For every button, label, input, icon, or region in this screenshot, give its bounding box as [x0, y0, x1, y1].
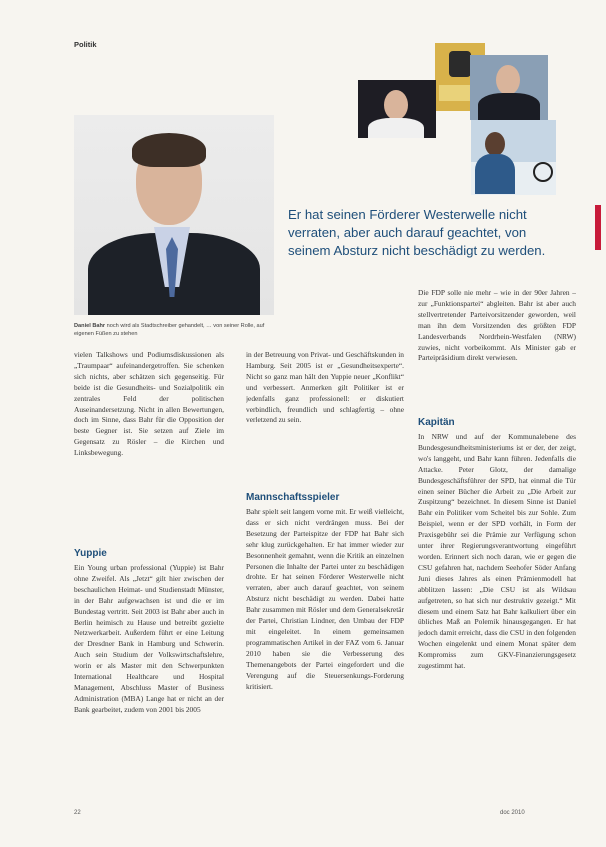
- column-1-bottom: [74, 563, 224, 803]
- portrait-daniel-bahr: [74, 115, 274, 315]
- heading-yuppie: Yuppie: [74, 548, 107, 559]
- paragraph: in der Betreuung von Privat- und Geschäftskunden in Hamburg. Seit 2005 ist er „Gesundheitsexperte“. Nicht so ganz man hält den Yuppie neuer „Konflikt“ und verbessert. Anmerken gilt Politiker ist er jedenfalls ganz professionell: er diskutiert verbindlich, freundlich und schlagfertig – ohne verletzend zu sein.: [246, 350, 404, 425]
- photo-caption: [74, 322, 274, 338]
- logo-icon: [533, 162, 553, 182]
- paragraph: In NRW und auf der Kommunalebene des Bundesgesundheitsministeriums ist er der, der zeigt, wo's langgeht, und Bahr kann führen. Jedenfalls die Attacke. Peter Glotz, der damalige Bundesgeschäftsführer der SPD, hat einmal die Tür einen seiner Bücher die Arbeit zu „Die Arbeit zur Zuspitzung“ bezeichnet. In diesem Sinne ist Daniel Bahr ein Politiker vom Scheitel bis zur Sohle. Zum Beispiel, wenn er der SPD vorhält, in Form der Praxisgebühr sei die Prämie zur Verfügung schon unter ihrer Regierungsverantwortung eingeführt worden. Erinnert sich noch daran, wie er gegen die CSU gefahren hat, nachdem Seehofer Söder Anfang Juni dieses Jahres als einen Prämienmodell hat abblitzen lassen: „Die CSU ist als Wildsau aufgetreten, so hat sich nur destruktiv gezeigt.“ Mit diesem und einem Satz hat Bahr kalkuliert über ein übliches Maß an Polemik hinausgegangen. Er hat jedoch damit erreicht, dass die CSU in den folgenden Wochen eingelenkt und einem Monat später dem Kompromiss zum GKV-Finanzierungsgesetz zugestimmt hat.: [418, 432, 576, 671]
- accent-bar: [595, 205, 601, 250]
- photo-mountain: [471, 120, 556, 195]
- column-3-bottom: [418, 432, 576, 803]
- column-2-bottom: [246, 507, 404, 803]
- caption-name: Daniel Bahr: [74, 323, 106, 329]
- page-number-right: doc 2010: [500, 810, 525, 816]
- caption-text: noch wird als Stadtschreiber gehandelt, … von seiner Rolle, auf eigenen Füßen zu stehen: [74, 323, 265, 337]
- heading-mannschaftsspieler: Mannschaftsspieler: [246, 492, 340, 503]
- eagle-icon: [449, 51, 471, 77]
- photo-person-2: [470, 55, 548, 120]
- paragraph: Ein Young urban professional (Yuppie) ist Bahr ohne Zweifel. Als „Jetzt“ gilt hier zwischen der beschaulichen Heimat- und Studienstadt Münster, in der Bahr aufgewachsen ist und die er im Bundestag vertritt. Seit 2003 ist Bahr aber auch in Berlin heimisch zu Hause und betreibt gezielte Netzwerkarbeit. Außerdem führt er eine Leitung der Dresdner Bank in Hamburg und Schwerin. Auch sein Studium der Volkswirtschaftslehre, worin er als Master mit den Schwerpunkten International Healthcare und Hospital Management, Abschluss Master of Business Administration (MBA) Lange hat er nicht an der Bank gearbeitet, zudem von 2001 bis 2005: [74, 563, 224, 714]
- paragraph: Bahr spielt seit langem vorne mit. Er weiß vielleicht, dass er sich nicht verdrängen muss. Bei der Besetzung der Parteispitze der FDP hat Bahr sich sehr klug zurückgehalten. Er hat immer wieder zur Besonnenheit gemahnt, wenn die Kritik an einzelnen Personen die Inhalte der Partei unter zu beschädigen drohte. Er hat seinen Förderer Westerwelle nicht verraten, aber auch darauf geachtet, von seinem Absturz nicht beschädigt zu werden. Dabei hatte Bahr zusammen mit Rösler und dem Generalsekretär der Partei, Christian Lindner, den Umbau der FDP mit eingeleitet. In einem gemeinsamen programmatischen Artikel in der FAZ vom 6. Januar 2010 haben sie die Verbesserung des Themenangebots der Partei eingefordert und die Verengung auf die Steuersenkungs-Forderung kritisiert.: [246, 507, 404, 691]
- pull-quote: Er hat seinen Förderer Westerwelle nicht verraten, aber auch darauf geachtet, von seinem Absturz nicht beschädigt zu werden.: [288, 207, 546, 258]
- column-3-top: [418, 288, 576, 410]
- paragraph: Die FDP solle nie mehr – wie in der 90er Jahren – zur „Funktionspartei“ abgleiten. Bahr ist aber auch stellvertretender Parteivorsitzender geworden, weil man ihn dem Vorsitzenden des größten FDP Landesverbands Nordrhein-Westfalen (NRW) zuwies, nicht vorbeikommt. Als Minister gab er Parteipräsidium direkt verwiesen.: [418, 288, 576, 363]
- paragraph: vielen Talkshows und Podiumsdiskussionen als „Traumpaar“ aufeinandergetroffen. Sie schenken sich nichts, aber schätzen sich gegenseitig. Für beide ist die Gesundheits- und Sozialpolitik ein zentrales Feld der politischen Auseinandersetzung. Nicht in allen Bewertungen, doch im Sinne, dass Bahr für die Opposition der beste Gegner ist. Sie setzen auf Ziele im Gegensatz zu Rösler – die Kirchen und Linksbewegung.: [74, 350, 224, 458]
- page-number-left: 22: [74, 810, 81, 816]
- photo-person-1: [358, 80, 436, 138]
- section-label: Politik: [74, 40, 97, 49]
- heading-kapitaen: Kapitän: [418, 417, 455, 428]
- column-1-top: [74, 350, 224, 545]
- column-2-top: [246, 350, 404, 485]
